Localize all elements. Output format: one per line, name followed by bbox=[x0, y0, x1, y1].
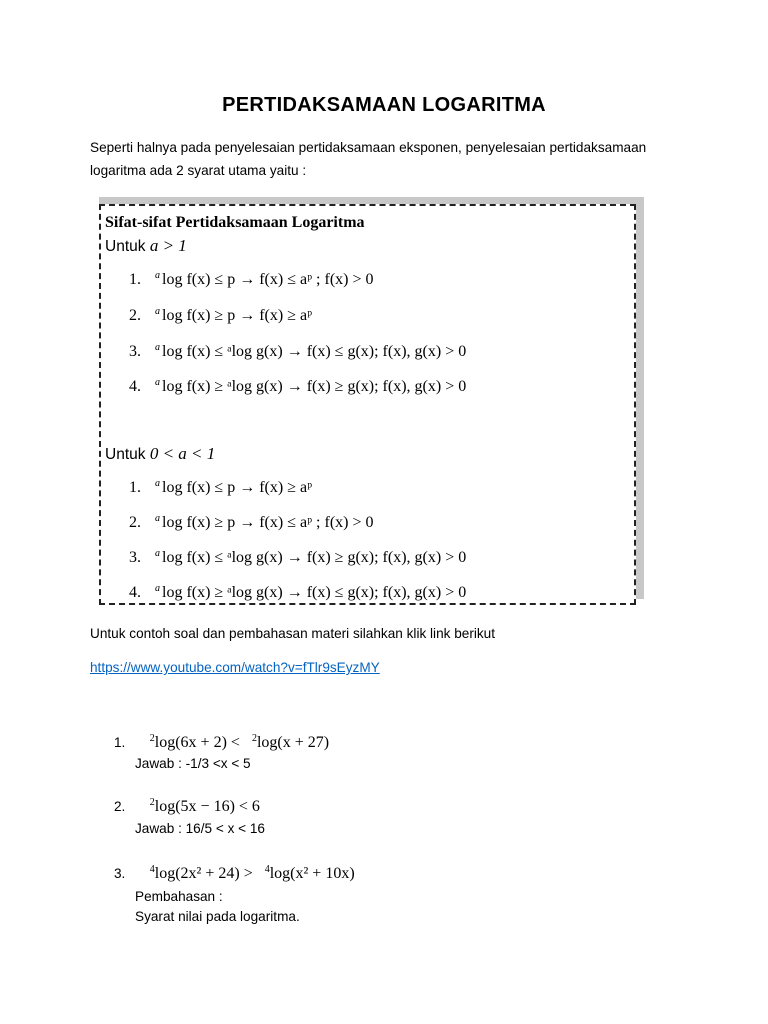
log-base: a bbox=[155, 583, 160, 594]
expr-right: log(x² + 10x) bbox=[269, 865, 355, 882]
rule-2-4 bbox=[129, 583, 466, 602]
youtube-link[interactable]: https://www.youtube.com/watch?v=fTlr9sEyzMY bbox=[90, 660, 380, 675]
rule-expression: log f(x) ≥ ᵃlog g(x) → f(x) ≥ g(x); f(x), g(x) > 0 bbox=[162, 378, 467, 395]
page-title: PERTIDAKSAMAAN LOGARITMA bbox=[222, 94, 546, 116]
problem-number: 2. bbox=[114, 799, 126, 814]
log-base: a bbox=[155, 342, 160, 353]
rule-number: 3. bbox=[129, 549, 141, 566]
case-label: Untuk bbox=[105, 238, 150, 255]
case-a-greater-1 bbox=[105, 236, 187, 256]
problem-expression bbox=[150, 734, 329, 751]
log-base: 4 bbox=[264, 864, 270, 875]
log-base: 2 bbox=[251, 733, 257, 744]
case-condition: 0 < a < 1 bbox=[149, 444, 216, 463]
problem-expression bbox=[150, 865, 355, 882]
rule-number: 2. bbox=[129, 514, 141, 531]
expr-left: log(6x + 2) < bbox=[154, 734, 240, 751]
rule-number: 2. bbox=[129, 307, 141, 324]
problem-expression bbox=[150, 798, 260, 815]
discussion-text: Syarat nilai pada logaritma. bbox=[135, 909, 300, 924]
log-base: a bbox=[155, 513, 160, 524]
log-base: a bbox=[155, 270, 160, 281]
rule-2-3 bbox=[129, 548, 466, 567]
rule-number: 1. bbox=[129, 271, 141, 288]
rule-2-1 bbox=[129, 478, 312, 497]
expr-left: log(5x − 16) < 6 bbox=[154, 798, 260, 815]
case-label: Untuk bbox=[105, 446, 150, 463]
rule-number: 4. bbox=[129, 584, 141, 601]
problem-1 bbox=[114, 733, 329, 752]
intro-line-1: Seperti halnya pada penyelesaian pertidaksamaan eksponen, penyelesaian pertidaksamaan bbox=[90, 140, 647, 155]
problem-3 bbox=[114, 864, 355, 883]
problem-1-answer: Jawab : -1/3 <x < 5 bbox=[135, 756, 251, 771]
rule-expression: log f(x) ≤ ᵃlog g(x) → f(x) ≥ g(x); f(x), g(x) > 0 bbox=[162, 549, 467, 566]
problem-number: 3. bbox=[114, 866, 126, 881]
rule-2-2 bbox=[129, 513, 374, 532]
problem-2-answer: Jawab : 16/5 < x < 16 bbox=[135, 821, 265, 836]
case-a-between-0-1 bbox=[105, 444, 215, 464]
log-base: 2 bbox=[149, 733, 155, 744]
case-condition: a > 1 bbox=[149, 236, 187, 255]
rule-1-1 bbox=[129, 270, 374, 289]
log-base: a bbox=[155, 478, 160, 489]
properties-box bbox=[99, 204, 636, 605]
rule-expression: log f(x) ≤ p → f(x) ≥ aᵖ bbox=[162, 479, 313, 496]
problem-3-discussion bbox=[135, 887, 300, 927]
rule-1-4 bbox=[129, 377, 466, 396]
expr-left: log(2x² + 24) > bbox=[154, 865, 253, 882]
discussion-label: Pembahasan : bbox=[135, 889, 223, 904]
rule-1-2 bbox=[129, 306, 312, 325]
rule-number: 3. bbox=[129, 343, 141, 360]
log-base: 2 bbox=[149, 797, 155, 808]
log-base: a bbox=[155, 377, 160, 388]
rule-expression: log f(x) ≤ p → f(x) ≤ aᵖ ; f(x) > 0 bbox=[162, 271, 374, 288]
log-base: a bbox=[155, 548, 160, 559]
box-title: Sifat-sifat Pertidaksamaan Logaritma bbox=[105, 214, 365, 231]
rule-number: 4. bbox=[129, 378, 141, 395]
problem-number: 1. bbox=[114, 735, 126, 750]
intro-line-2: logaritma ada 2 syarat utama yaitu : bbox=[90, 163, 307, 178]
expr-right: log(x + 27) bbox=[256, 734, 330, 751]
link-note: Untuk contoh soal dan pembahasan materi silahkan klik link berikut bbox=[90, 626, 496, 641]
rule-expression: log f(x) ≥ p → f(x) ≤ aᵖ ; f(x) > 0 bbox=[162, 514, 374, 531]
rule-expression: log f(x) ≥ ᵃlog g(x) → f(x) ≤ g(x); f(x), g(x) > 0 bbox=[162, 584, 467, 601]
problem-2 bbox=[114, 797, 260, 816]
rule-expression: log f(x) ≤ ᵃlog g(x) → f(x) ≤ g(x); f(x), g(x) > 0 bbox=[162, 343, 467, 360]
intro-paragraph bbox=[90, 136, 690, 182]
rule-expression: log f(x) ≥ p → f(x) ≥ aᵖ bbox=[162, 307, 313, 324]
rule-1-3 bbox=[129, 342, 466, 361]
log-base: 4 bbox=[149, 864, 155, 875]
log-base: a bbox=[155, 306, 160, 317]
rule-number: 1. bbox=[129, 479, 141, 496]
